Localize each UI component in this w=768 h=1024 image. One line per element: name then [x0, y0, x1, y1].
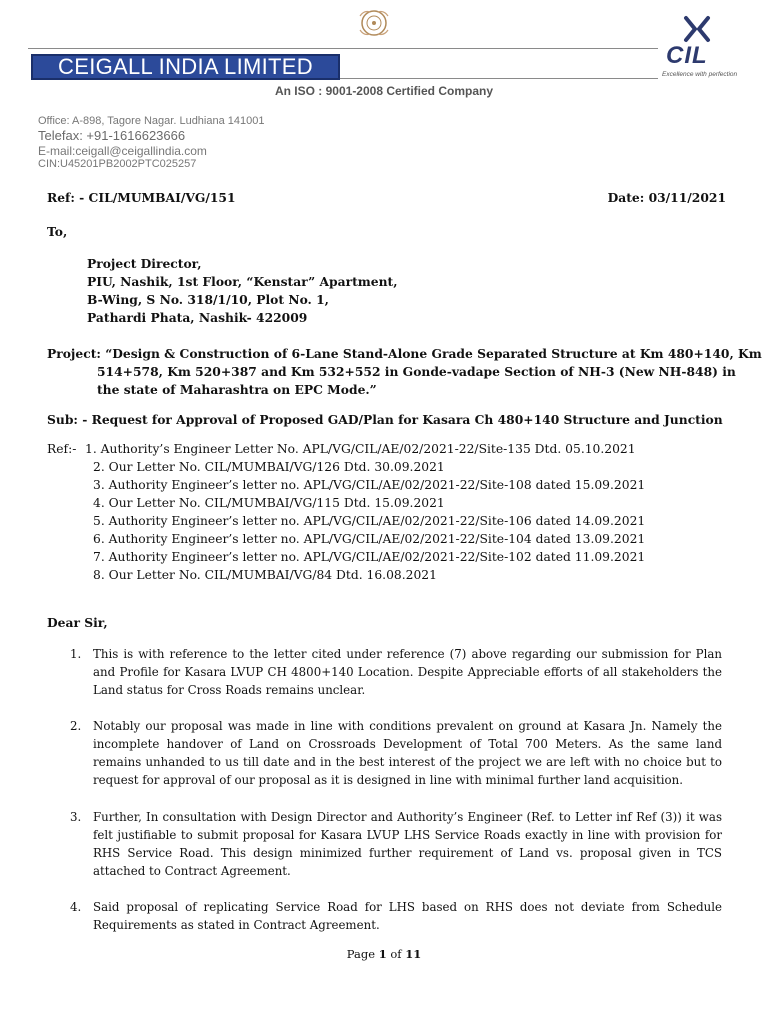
letter-date: Date: 03/11/2021 [607, 190, 726, 205]
body-paragraph: This is with reference to the letter cited under reference (7) above regarding our submission for Plan and Profile for Kasara LVUP CH 4800+140 Location. Despite Appreciable efforts of all stakeholders the Land status for Cross Roads remains unclear. [93, 647, 722, 697]
total-pages: 11 [405, 947, 422, 961]
header-rule-right [340, 78, 658, 79]
iso-certification: An ISO : 9001-2008 Certified Company [274, 84, 494, 98]
paragraph-number: 2. [70, 719, 82, 733]
office-address: Office: A-898, Tagore Nagar. Ludhiana 141001 [38, 115, 265, 127]
address-line: Pathardi Phata, Nashik- 422009 [87, 310, 308, 325]
page-number [0, 947, 768, 961]
reference-item: 7. Authority Engineer’s letter no. APL/VG/CIL/AE/02/2021-22/Site-102 dated 11.09.2021 [93, 550, 646, 564]
reference-item: 4. Our Letter No. CIL/MUMBAI/VG/115 Dtd. 15.09.2021 [93, 496, 445, 510]
references-label: Ref:- [47, 442, 77, 456]
project-line: 514+578, Km 520+387 and Km 532+552 in Gonde-vadape Section of NH-3 (New NH-848) in [97, 364, 736, 379]
reference-item: 8. Our Letter No. CIL/MUMBAI/VG/84 Dtd. 16.08.2021 [93, 568, 437, 582]
reference-number: Ref: - CIL/MUMBAI/VG/151 [47, 190, 236, 205]
address-line: Project Director, [87, 256, 202, 271]
reference-item: 3. Authority Engineer’s letter no. APL/VG/CIL/AE/02/2021-22/Site-108 dated 15.09.2021 [93, 478, 646, 492]
body-paragraph: Notably our proposal was made in line with conditions prevalent on ground at Kasara Jn. Namely the incomplete handover of Land on Crossroads Development of Total 700 Meters. As the same land remains unhanded to us till date and in the best interest of the project we are left with no choice but to request for approval of our proposal as it is designed in line with minimal further land acquisition. [93, 719, 722, 787]
reference-item: 2. Our Letter No. CIL/MUMBAI/VG/126 Dtd. 30.09.2021 [93, 460, 445, 474]
to-label: To, [47, 224, 68, 239]
body-paragraph: Further, In consultation with Design Director and Authority’s Engineer (Ref. to Letter inf Ref (3)) it was felt justifiable to submit proposal for Kasara LVUP LHS Service Roads exactly in line with provision for RHS Service Road. This design minimized further requirement of Land vs. proposal given in TCS attached to Contract Agreement. [93, 810, 722, 878]
project-line: the state of Maharashtra on EPC Mode.” [97, 382, 377, 397]
cin-number: CIN:U45201PB2002PTC025257 [38, 158, 197, 170]
company-emblem-icon [356, 6, 392, 40]
salutation: Dear Sir, [47, 615, 108, 630]
email: E-mail:ceigall@ceigallindia.com [38, 144, 207, 158]
paragraph-number: 3. [70, 810, 82, 824]
subject-line: Sub: - Request for Approval of Proposed GAD/Plan for Kasara Ch 480+140 Structure and Junction [47, 412, 723, 427]
address-line: B-Wing, S No. 318/1/10, Plot No. 1, [87, 292, 329, 307]
header-rule [28, 48, 658, 49]
paragraph-number: 4. [70, 900, 82, 914]
body-paragraph: Said proposal of replicating Service Road for LHS based on RHS does not deviate from Schedule Requirements as stated in Contract Agreement. [93, 900, 722, 932]
logo-text: CIL [666, 42, 708, 69]
reference-item: 5. Authority Engineer’s letter no. APL/VG/CIL/AE/02/2021-22/Site-106 dated 14.09.2021 [93, 514, 646, 528]
reference-item: 6. Authority Engineer’s letter no. APL/VG/CIL/AE/02/2021-22/Site-104 dated 13.09.2021 [93, 532, 646, 546]
project-line: Project: “Design & Construction of 6-Lane Stand-Alone Grade Separated Structure at Km 480+140, Km [47, 346, 762, 361]
logo-tagline: Excellence with perfection [662, 71, 738, 78]
address-line: PIU, Nashik, 1st Floor, “Kenstar” Apartment, [87, 274, 398, 289]
reference-item: 1. Authority’s Engineer Letter No. APL/VG/CIL/AE/02/2021-22/Site-135 Dtd. 05.10.2021 [85, 442, 636, 456]
of-word: of [390, 947, 402, 961]
page-word: Page [346, 947, 376, 961]
company-banner [31, 54, 340, 80]
cil-logo [660, 12, 740, 82]
company-name: CEIGALL INDIA LIMITED [58, 54, 313, 79]
telefax: Telefax: +91-1616623666 [38, 128, 186, 143]
paragraph-number: 1. [70, 647, 82, 661]
current-page: 1 [378, 947, 387, 961]
